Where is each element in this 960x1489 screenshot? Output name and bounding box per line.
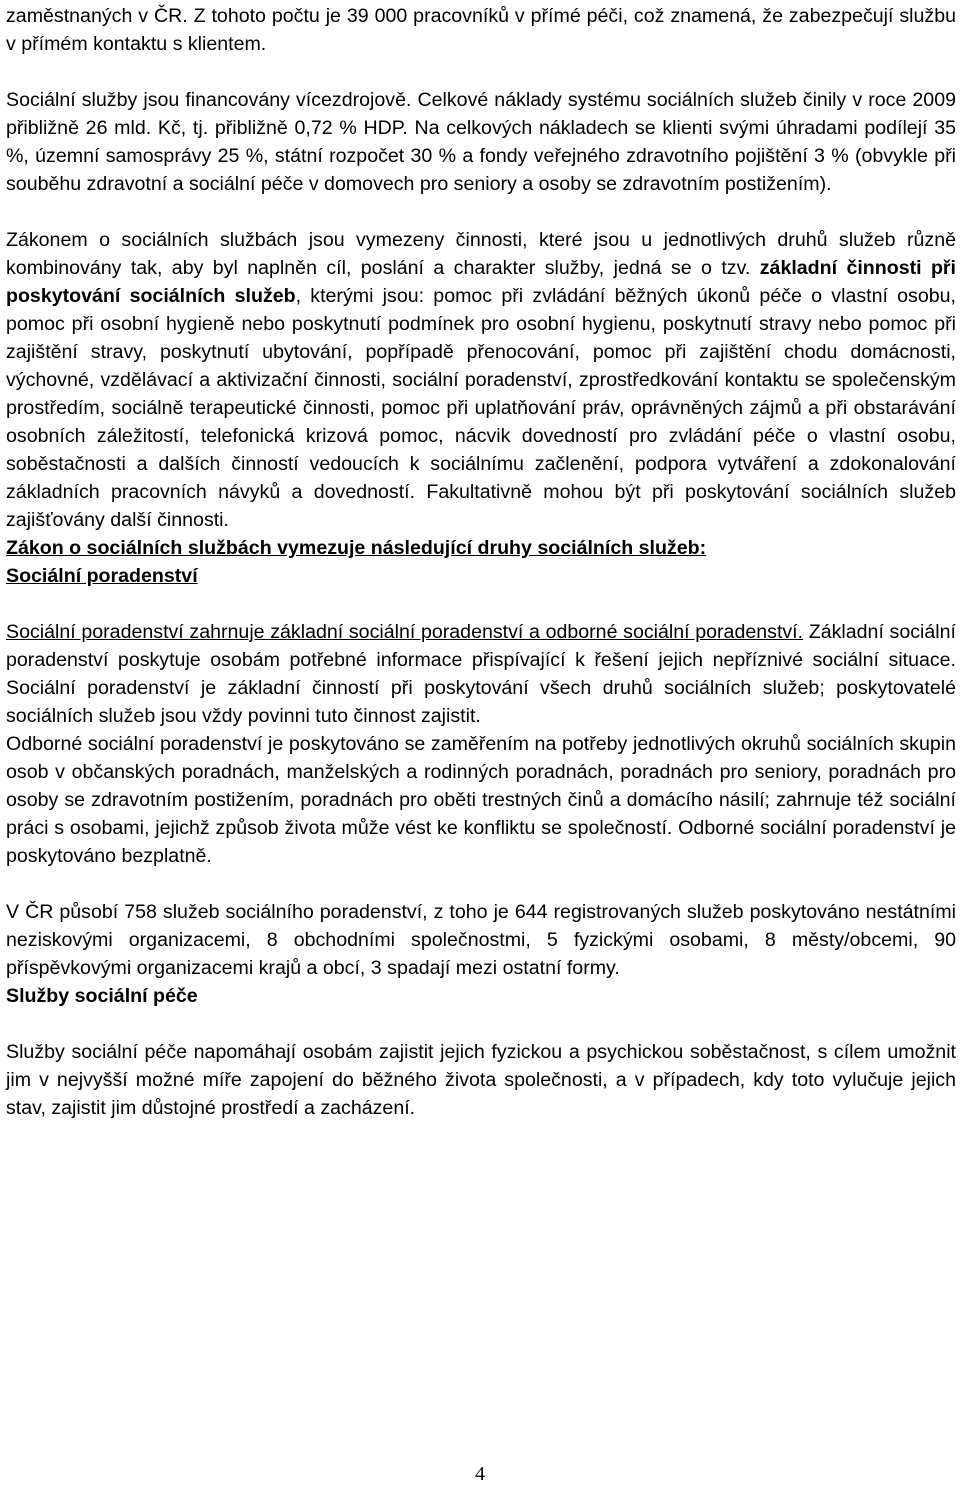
paragraph-employees: zaměstnaných v ČR. Z tohoto počtu je 39 000 pracovníků v přímé péči, což znamená, že zabezpečují službu v přímém kontaktu s klientem. [6,5,956,55]
heading-social-care: Služby sociální péče [6,985,198,1007]
paragraph-counselling-definition [6,618,956,730]
section-heading-service-types: Zákon o sociálních službách vymezuje následující druhy sociálních služeb: [6,537,707,559]
basic-activities-term: základní činnosti při poskytování sociálních služeb [6,257,956,307]
paragraph-social-care: Služby sociální péče napomáhají osobám zajistit jejich fyzickou a psychickou soběstačnost, s cílem umožnit jim v nejvyšší možné míře zapojení do běžného života společnosti, a v případech, kdy toto vylučuje jejich stav, zajistit jim důstojné prostředí a zacházení. [6,1041,956,1119]
paragraph-basic-activities [6,226,956,534]
paragraph-financing: Sociální služby jsou financovány vícezdrojově. Celkové náklady systému sociálních služeb činily v roce 2009 přibližně 26 mld. Kč, tj. přibližně 0,72 % HDP. Na celkových nákladech se klienti svými úhradami podílejí 35 %, územní samosprávy 25 %, státní rozpočet 30 % a fondy veřejného zdravotního pojištění 3 % (obvykle při souběhu zdravotní a sociální péče v domovech pro seniory a osoby se zdravotním postižením). [6,89,956,195]
heading-social-counselling: Sociální poradenství [6,565,198,587]
basic-activities-list: , kterými jsou: pomoc při zvládání běžných úkonů péče o vlastní osobu, pomoc při osobní hygieně nebo poskytnutí podmínek pro osobní hygienu, poskytnutí stravy nebo pomoc při zajištění stravy, poskytnutí ubytování, popřípadě přenocování, pomoc při zajištění chodu domácnosti, výchovné, vzdělávací a aktivizační činnosti, sociální poradenství, zprostředkování kontaktu se společenským prostředím, sociálně terapeutické činnosti, pomoc při uplatňování práv, oprávněných zájmů a při obstarávání osobních záležitostí, telefonická krizová pomoc, nácvik dovedností pro zvládání péče o vlastní osobu, soběstačnosti a dalších činností vedoucích k sociálnímu začlenění, podpora vytváření a zdokonalování základních pracovních návyků a dovedností. Fakultativně mohou být při poskytování sociálních služeb zajišťovány další činnosti. [6,285,956,531]
paragraph-expert-counselling: Odborné sociální poradenství je poskytováno se zaměřením na potřeby jednotlivých okruhů sociálních skupin osob v občanských poradnách, manželských a rodinných poradnách, poradnách pro seniory, poradnách pro osoby se zdravotním postižením, poradnách pro oběti trestných činů a domácího násilí; zahrnuje též sociální práci s osobami, jejichž způsob života může vést ke konfliktu se společností. Odborné sociální poradenství je poskytováno bezplatně. [6,733,956,867]
page-number: 4 [475,1463,485,1485]
basic-activities-intro: Zákonem o sociálních službách jsou vymezeny činnosti, které jsou u jednotlivých druhů služeb různě kombinovány tak, aby byl naplněn cíl, poslání a charakter služby, jedná se o tzv. [6,229,956,279]
counselling-definition-rest: Základní sociální poradenství poskytuje osobám potřebné informace přispívající k řešení jejich nepříznivé sociální situace. Sociální poradenství je základní činností při poskytování všech druhů sociálních služeb; poskytovatelé sociálních služeb jsou vždy povinni tuto činnost zajistit. [6,621,956,727]
counselling-definition-underlined: Sociální poradenství zahrnuje základní sociální poradenství a odborné sociální poradenství. [6,621,804,643]
paragraph-counselling-stats: V ČR působí 758 služeb sociálního poradenství, z toho je 644 registrovaných služeb poskytováno nestátními neziskovými organizacemi, 8 obchodními společnostmi, 5 fyzickými osobami, 8 městy/obcemi, 90 příspěvkovými organizacemi krajů a obcí, 3 spadají mezi ostatní formy. [6,901,956,979]
document-page [6,2,956,1122]
